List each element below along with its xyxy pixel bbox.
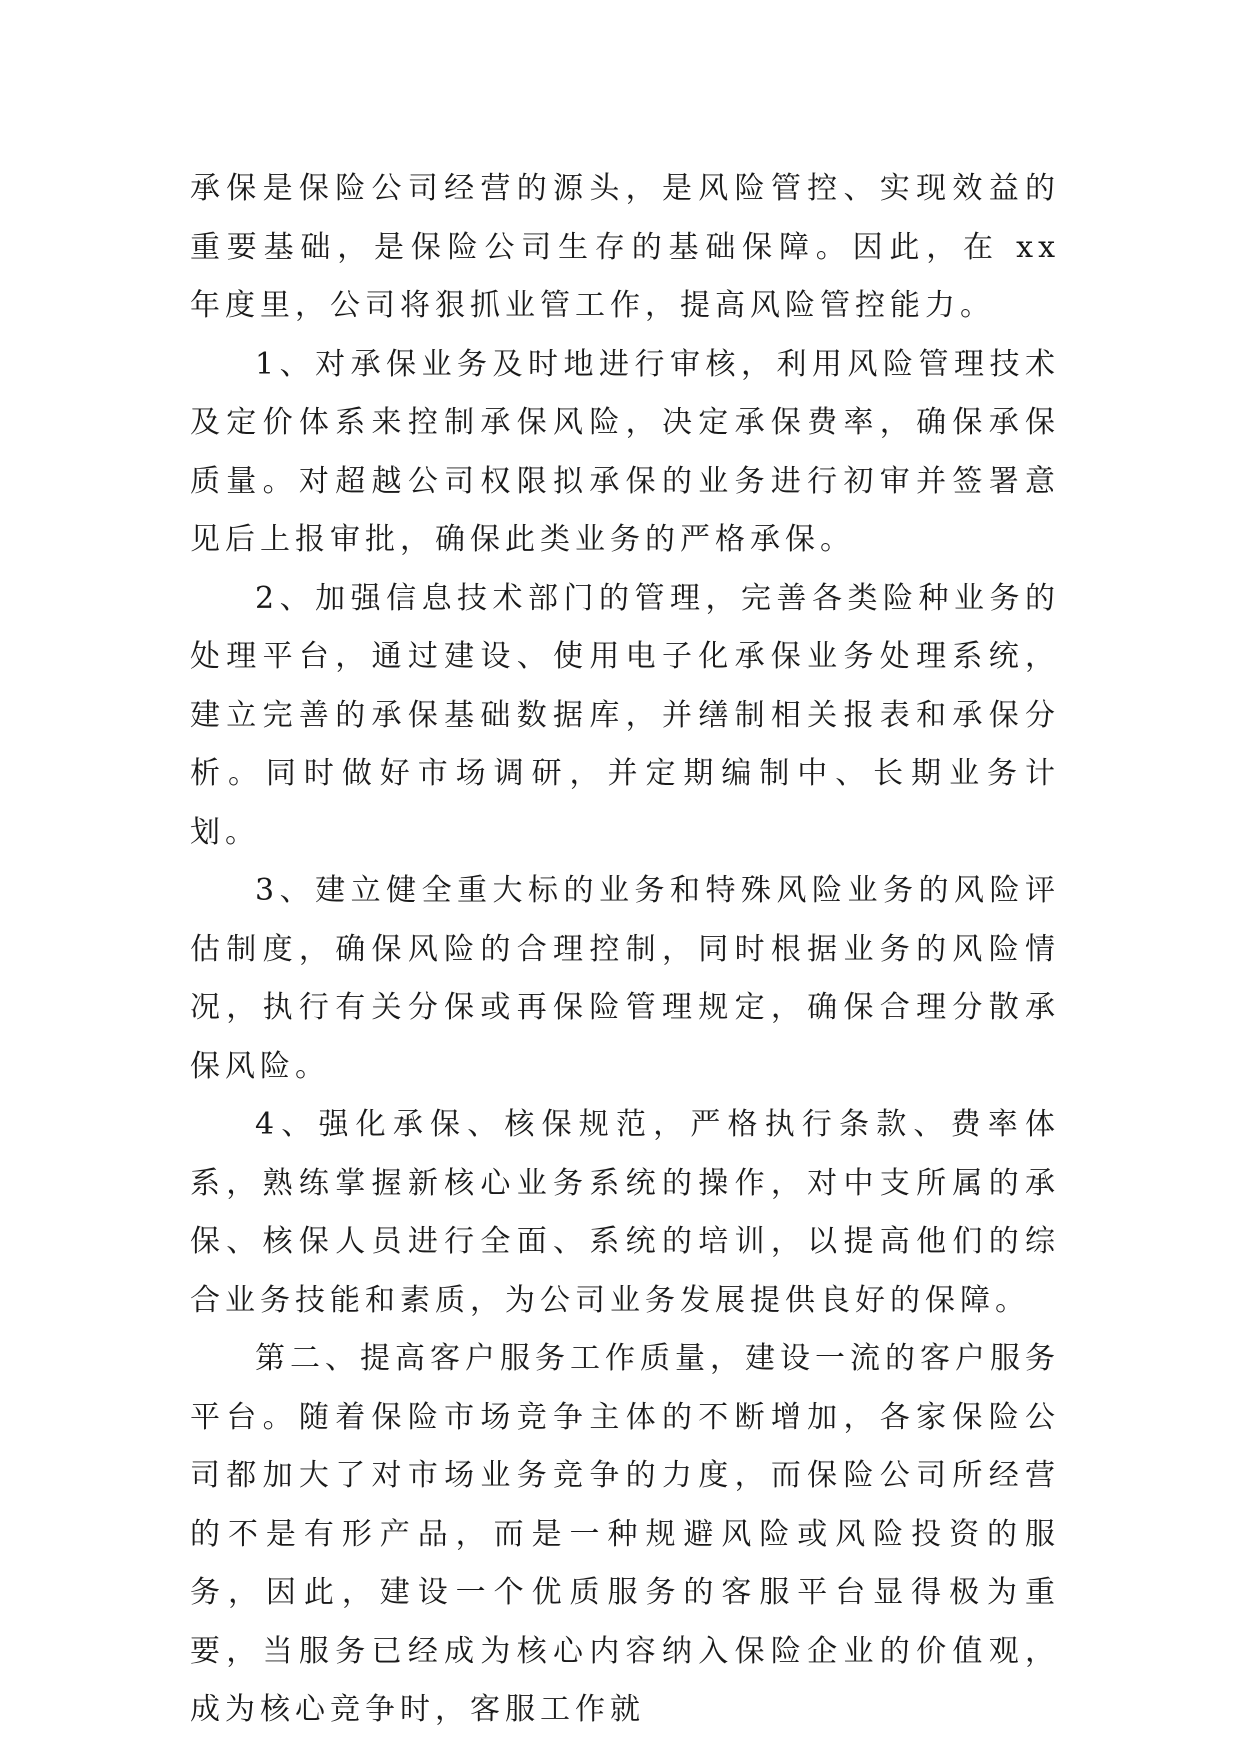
paragraph-item-1: 1、对承保业务及时地进行审核，利用风险管理技术及定价体系来控制承保风险，决定承保费率，确保承保质量。对超越公司权限拟承保的业务进行初审并签署意见后上报审批，确保此类业务的严格承保。 <box>190 346 1060 557</box>
paragraph-item-3: 3、建立健全重大标的业务和特殊风险业务的风险评估制度，确保风险的合理控制，同时根据业务的风险情况，执行有关分保或再保险管理规定，确保合理分散承保风险。 <box>190 873 1060 1084</box>
paragraph-item-2: 2、加强信息技术部门的管理，完善各类险种业务的处理平台，通过建设、使用电子化承保业务处理系统，建立完善的承保基础数据库，并缮制相关报表和承保分析。同时做好市场调研，并定期编制中、长期业务计划。 <box>190 580 1060 850</box>
document-body <box>190 160 1060 1740</box>
paragraph-intro: 承保是保险公司经营的源头，是风险管控、实现效益的重要基础，是保险公司生存的基础保障。因此，在 xx 年度里，公司将狠抓业管工作，提高风险管控能力。 <box>190 171 1060 323</box>
paragraph-item-4: 4、强化承保、核保规范，严格执行条款、费率体系，熟练掌握新核心业务系统的操作，对中支所属的承保、核保人员进行全面、系统的培训，以提高他们的综合业务技能和素质，为公司业务发展提供良好的保障。 <box>190 1107 1060 1318</box>
paragraph-section-2: 第二、提高客户服务工作质量，建设一流的客户服务平台。随着保险市场竞争主体的不断增加，各家保险公司都加大了对市场业务竞争的力度，而保险公司所经营的不是有形产品，而是一种规避风险或风险投资的服务，因此，建设一个优质服务的客服平台显得极为重要，当服务已经成为核心内容纳入保险企业的价值观，成为核心竞争时，客服工作就 <box>190 1341 1060 1727</box>
